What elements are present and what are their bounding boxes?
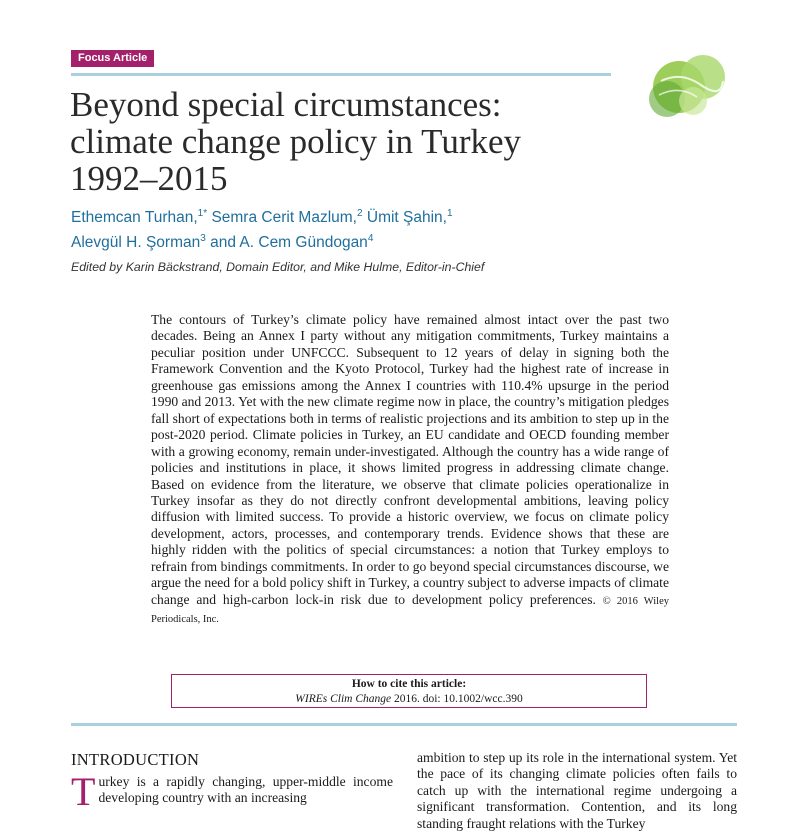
intro-column-right xyxy=(417,750,737,831)
title-line: 1992–2015 xyxy=(70,159,228,198)
citation-box xyxy=(171,674,647,708)
author-list xyxy=(71,203,631,253)
author-name[interactable]: and A. Cem Gündogan xyxy=(210,234,368,252)
author-affiliation: 1 xyxy=(447,208,453,219)
author-affiliation: 1* xyxy=(197,208,208,219)
globe-circles-logo-icon xyxy=(631,51,731,121)
copyright-notice: © 2016 Wiley Periodicals, Inc. xyxy=(151,595,670,626)
article-title xyxy=(70,86,630,197)
author-name[interactable]: Ümit Şahin, xyxy=(366,209,447,227)
citation-details: 2016. doi: 10.1002/wcc.390 xyxy=(393,693,523,705)
author-affiliation: 4 xyxy=(367,233,374,245)
abstract xyxy=(151,312,669,629)
title-line: Beyond special circumstances: xyxy=(70,85,502,124)
author-name[interactable]: Semra Cerit Mazlum, xyxy=(211,209,357,227)
title-line: climate change policy in Turkey xyxy=(70,122,522,161)
article-type-badge: Focus Article xyxy=(71,50,154,67)
editors-line: Edited by Karin Bäckstrand, Domain Editor, and Mike Hulme, Editor-in-Chief xyxy=(71,260,485,274)
header-rule xyxy=(71,73,611,76)
drop-cap: T xyxy=(71,769,96,814)
author-affiliation: 3 xyxy=(200,233,206,245)
abstract-text: The contours of Turkey’s climate policy have remained almost intact over the past two decades. Being an Annex I party without any mitigation commitments, Turkey maintains a peculiar position under UNFCCC. Subsequent to 12 years of delay in signing both the Framework Convention and the Kyoto Protocol, Turkey had the highest rate of increase in greenhouse gas emissions among the Annex I countries with 110.4% upsurge in the period 1990 and 2013. Yet with the new climate regime now in place, the country’s mitigation pledges fall short of expectations both in terms of realistic projections and its ambition to step up in the post-2020 period. Climate policies in Turkey, an EU candidate and OECD founding member with a growing economy, remain under-investigated. Although the country has a wide range of policies and institutions in place, it shows limited progress in addressing climate change. Based on evidence from the literature, we observe that climate policies operationalize in Turkey insofar as they do not directly confront developmental ambitions, leaving policy diffusion with limited success. To provide a historic overview, we focus on climate policy development, actors, processes, and contemporary trends. Evidence shows that these are highly ridden with the politics of special circumstances: a notion that Turkey employs to refrain from bindings commitments. In order to go beyond special circumstances discourse, we argue the need for a bold policy shift in Turkey, a country subject to adverse impacts of climate change and high-carbon lock-in risk due to development policy preferences. xyxy=(151,312,669,607)
intro-text-left: urkey is a rapidly changing, upper-middle income developing country with an increasing xyxy=(98,774,393,806)
citation-text[interactable] xyxy=(172,692,646,707)
citation-heading: How to cite this article: xyxy=(351,678,467,690)
author-name[interactable]: Alevgül H. Şorman xyxy=(71,234,201,252)
intro-column-left xyxy=(71,769,393,814)
citation-journal: WIREs Clim Change xyxy=(295,693,392,705)
intro-text-right: ambition to step up its role in the international system. Yet the pace of its changing climate policies often fails to catch up with the international regime undergoing a significant transformation. Contention, and its long standing fraught relations with the Turkey xyxy=(417,750,737,831)
section-rule xyxy=(71,723,737,726)
author-name[interactable]: Ethemcan Turhan, xyxy=(71,209,198,227)
introduction-heading: INTRODUCTION xyxy=(71,750,200,769)
author-affiliation: 2 xyxy=(357,208,363,219)
